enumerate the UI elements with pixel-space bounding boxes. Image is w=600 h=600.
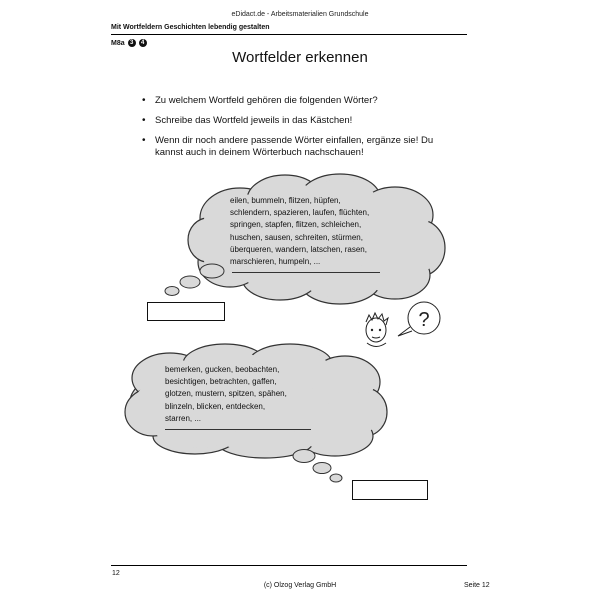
instruction-item: • Wenn dir noch andere passende Wörter einfallen, ergänze sie! Du kannst auch in deinem Wörterbuch nachschauen! xyxy=(140,135,440,159)
site-header: eDidact.de - Arbeitsmaterialien Grundschule xyxy=(231,11,369,18)
footer-page-number: 12 xyxy=(112,570,120,577)
footer-page-label: Seite 12 xyxy=(464,582,490,589)
worksheet-subtitle: Mit Wortfeldern Geschichten lebendig gestalten xyxy=(111,24,270,31)
cloud-2-words: bemerken, gucken, beobachten, besichtigen, betrachten, gaffen, glotzen, mustern, spitzen, spähen, blinzeln, blicken, entdecken, starren, ... xyxy=(165,365,287,423)
footer-publisher: (c) Olzog Verlag GmbH xyxy=(263,582,337,589)
cloud-2-trail xyxy=(290,448,360,488)
answer-box-2[interactable] xyxy=(352,480,428,500)
cloud-1-write-line xyxy=(232,272,380,273)
page-title: Wortfelder erkennen xyxy=(232,49,368,66)
instruction-item: • Schreibe das Wortfeld jeweils in das Kästchen! xyxy=(140,115,440,127)
cloud-2-write-line xyxy=(165,429,311,430)
question-mark: ? xyxy=(418,309,430,331)
worksheet-code xyxy=(111,39,147,47)
cloud-1-trail xyxy=(150,262,230,302)
answer-box-1[interactable] xyxy=(147,302,225,321)
cloud-1-words: eilen, bummeln, flitzen, hüpfen, schlendern, spazieren, laufen, flüchten, springen, stapfen, flitzen, schleichen, huschen, sausen, schreiten, stürmen, überqueren, wandern, latschen, rasen, marschieren, humpeln, ... xyxy=(230,196,370,267)
footer-divider xyxy=(111,565,467,566)
instruction-item: • Zu welchem Wortfeld gehören die folgenden Wörter? xyxy=(140,95,440,107)
instruction-list xyxy=(140,95,440,167)
header-divider xyxy=(111,34,467,35)
worksheet-code-label: M8a xyxy=(111,39,125,47)
grade-badge-4: 4 xyxy=(139,39,147,47)
grade-badge-3: 3 xyxy=(128,39,136,47)
